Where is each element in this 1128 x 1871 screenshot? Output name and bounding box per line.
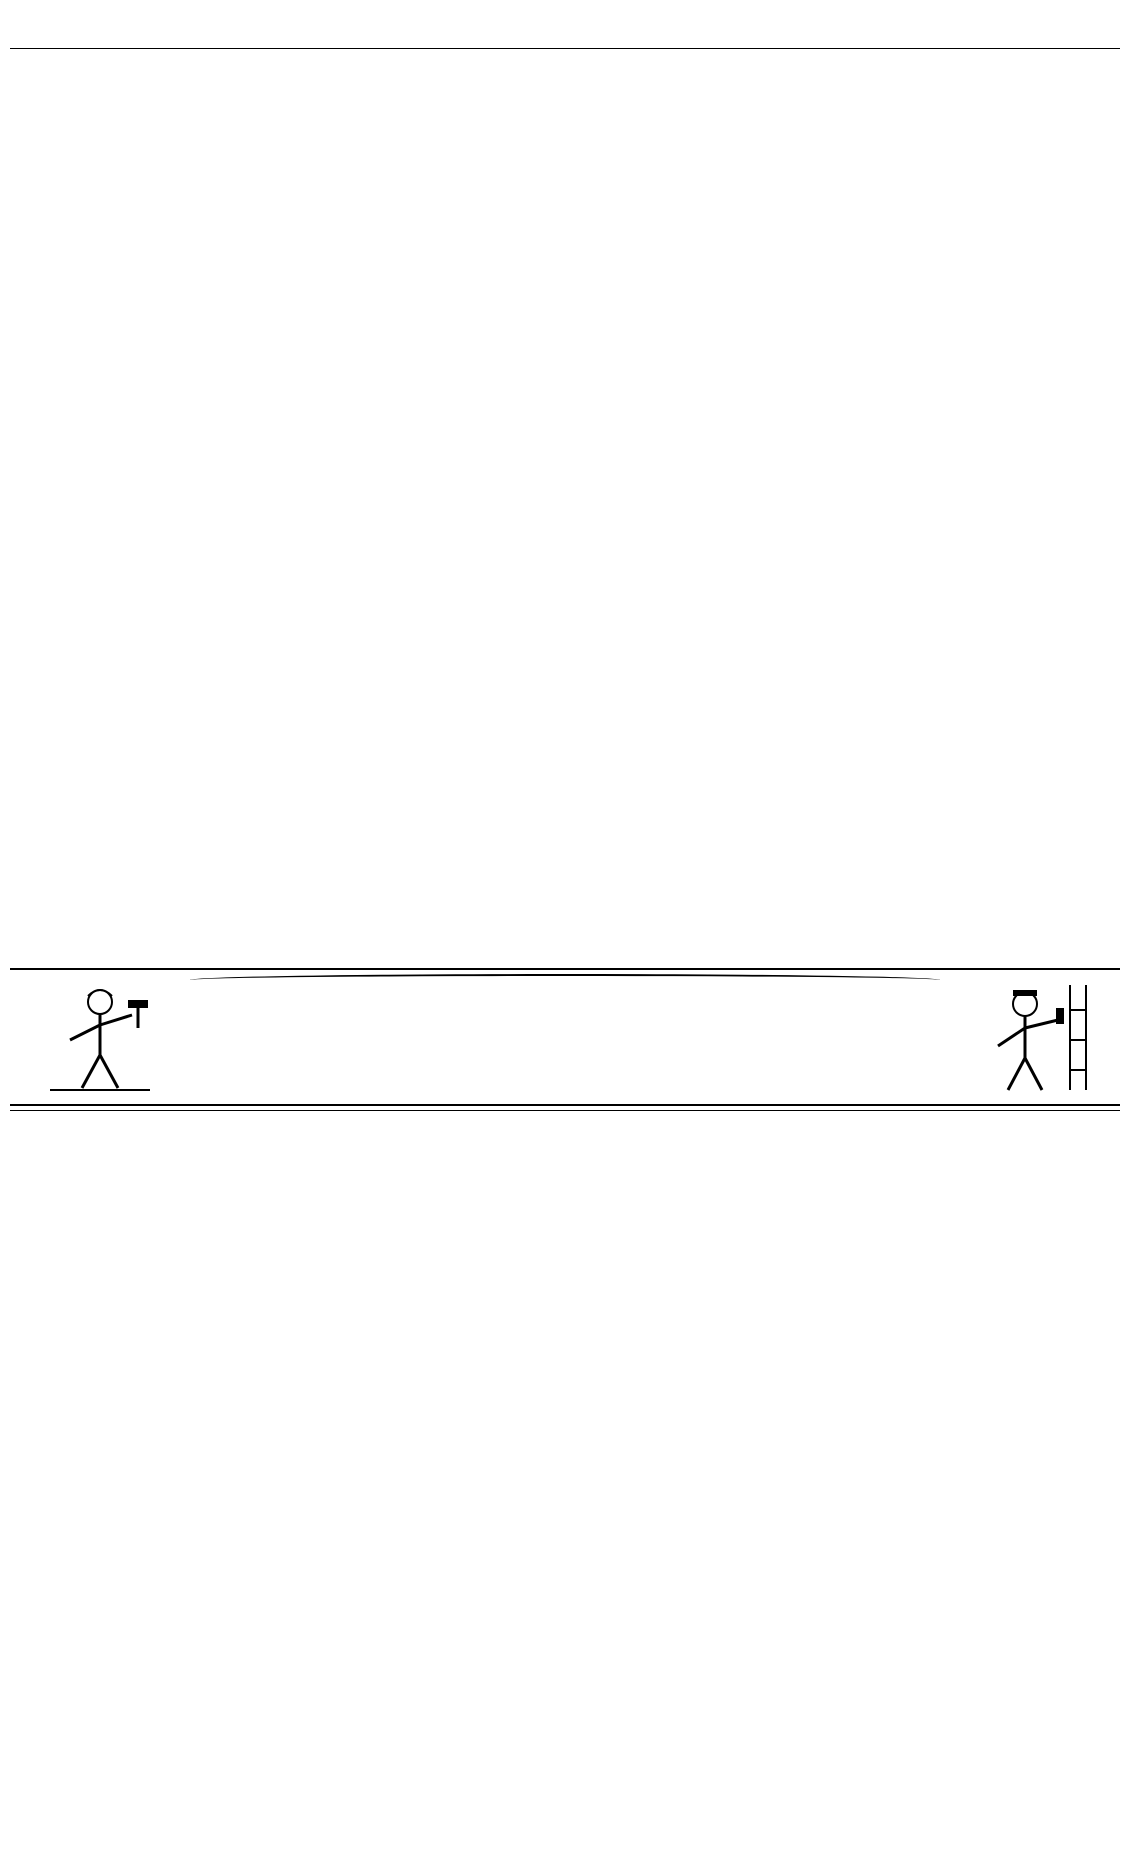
home-service-columns: [10, 1110, 1120, 1855]
painter-illustration-icon: [970, 980, 1090, 1095]
banner-swoosh: [190, 974, 940, 986]
home-service-guide-banner: [10, 968, 1120, 1106]
classified-top-columns: [10, 48, 1120, 958]
page-header: [10, 2, 1118, 18]
handyman-illustration-icon: [40, 980, 160, 1095]
